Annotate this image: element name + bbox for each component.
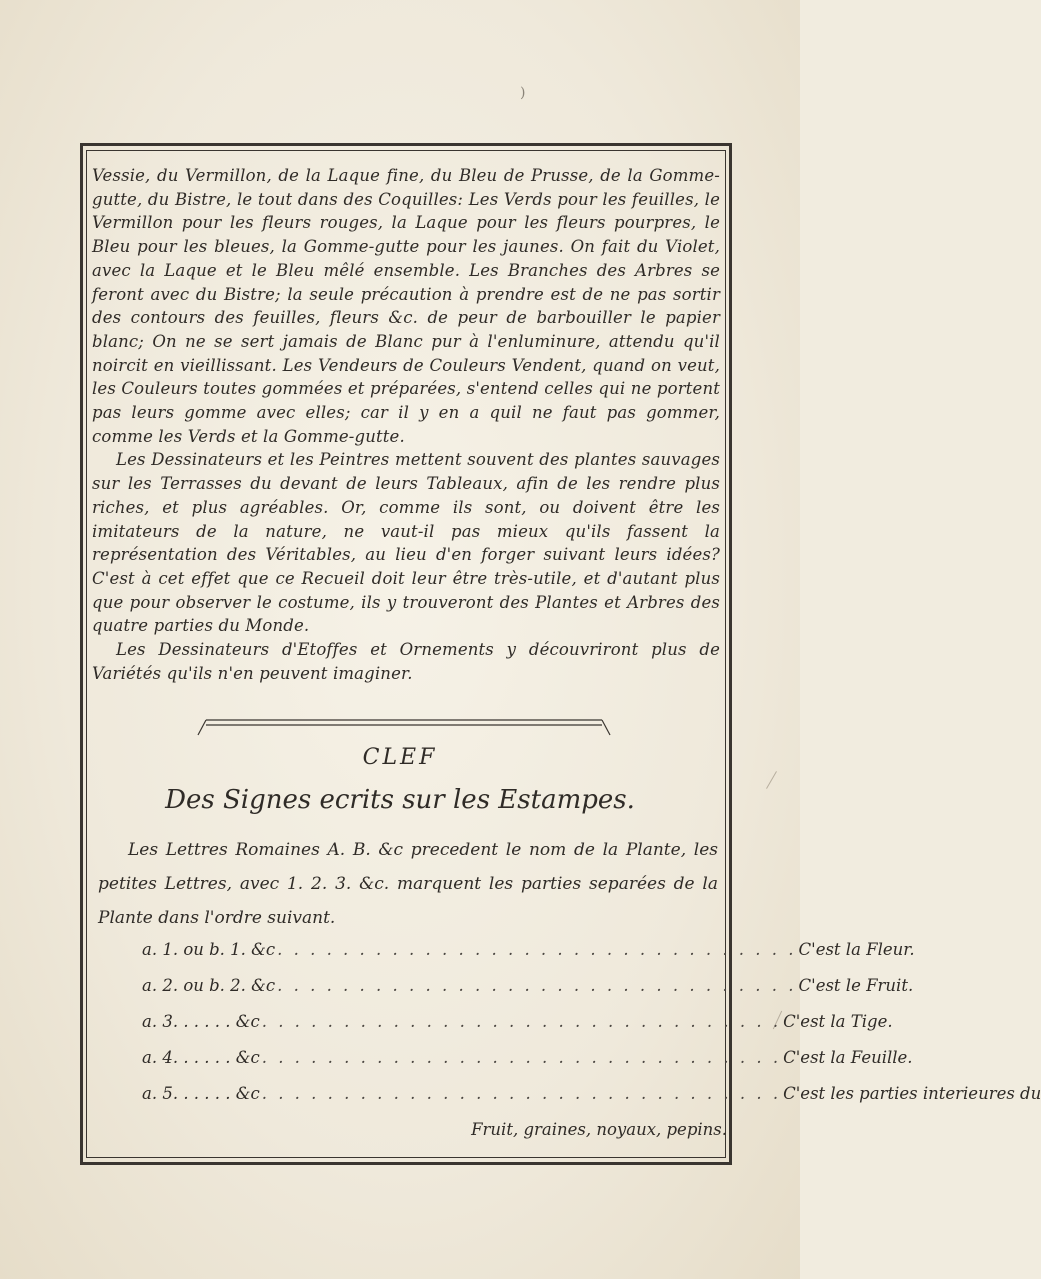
sign-meaning: C'est la Fleur. xyxy=(798,940,915,959)
paragraph-designers: Les Dessinateurs d'Etoffes et Ornements y découvriront plus de Variétés qu'ils n'en peuvent imaginer. xyxy=(92,640,720,683)
sign-key-row xyxy=(142,940,915,976)
sign-meaning-continuation: Fruit, graines, noyaux, pepins. xyxy=(471,1120,727,1139)
sign-code: a. 2. ou b. 2. &c xyxy=(142,976,276,995)
sign-key-row xyxy=(142,976,914,1012)
sign-meaning: C'est la Tige. xyxy=(783,1012,893,1031)
dot-leader: . . . . . . . . . . . . . . . . . . . . . . . . . . . . . . . . xyxy=(261,1012,782,1031)
sign-key-row xyxy=(142,1084,1041,1120)
body-text xyxy=(92,164,720,685)
clef-subtitle: Des Signes ecrits sur les Estampes. xyxy=(165,785,635,815)
clef-title: CLEF xyxy=(362,745,438,770)
sign-code: a. 5. . . . . . &c xyxy=(142,1084,260,1103)
sign-code: a. 1. ou b. 1. &c xyxy=(142,940,276,959)
clef-intro: Les Lettres Romaines A. B. &c precedent le nom de la Plante, les petites Lettres, avec 1. 2. 3. &c. marquent les parties separées de la Plante dans l'ordre suivant. xyxy=(98,840,718,928)
paragraph-painters: Les Dessinateurs et les Peintres mettent souvent des plantes sauvages sur les Terrasses du devant de leurs Tableaux, afin de les rendre plus riches, et plus agréables. Or, comme ils sont, ou doivent être les imitateurs de la nature, ne vaut-il pas mieux qu'ils fassent la représentation des Véritables, au lieu d'en forger suivant leurs idées? C'est à cet effet que ce Recueil doit leur être très-utile, et d'autant plus que pour observer le costume, ils y trouveront des Plantes et Arbres des quatre parties du Monde. xyxy=(92,450,720,636)
paragraph-materials: Vessie, du Vermillon, de la Laque fine, du Bleu de Prusse, de la Gomme-gutte, du Bistre, le tout dans des Coquilles: Les Verds pour les feuilles, le Vermillon pour les fleurs rouges, la Laque pour les fleurs pourpres, le Bleu pour les bleues, la Gomme-gutte pour les jaunes. On fait du Violet, avec la Laque et le Bleu mêlé ensemble. Les Branches des Arbres se feront avec du Bistre; la seule précaution à prendre est de ne pas sortir des contours des feuilles, fleurs &c. de peur de barbouiller le papier blanc; On ne se sert jamais de Blanc pur à l'enluminure, attendu qu'il noircit en vieillissant. Les Vendeurs de Couleurs Vendent, quand on veut, les Couleurs toutes gommées et préparées, s'entend celles qui ne portent pas leurs gomme avec elles; car il y en a quil ne faut pas gommer, comme les Verds et la Gomme-gutte. xyxy=(92,166,720,446)
sign-key-list xyxy=(142,940,1041,1156)
sign-key-row xyxy=(142,1012,893,1048)
sign-meaning: C'est les parties interieures du xyxy=(783,1084,1041,1103)
dot-leader: . . . . . . . . . . . . . . . . . . . . . . . . . . . . . . . . xyxy=(277,940,797,959)
dot-leader: . . . . . . . . . . . . . . . . . . . . . . . . . . . . . . . . xyxy=(261,1048,782,1067)
page-corner-mark: ) xyxy=(520,85,526,101)
sign-meaning: C'est la Feuille. xyxy=(783,1048,913,1067)
decorative-rule xyxy=(196,715,612,739)
sign-meaning: C'est le Fruit. xyxy=(798,976,914,995)
sign-key-row xyxy=(142,1048,913,1084)
dot-leader: . . . . . . . . . . . . . . . . . . . . . . . . . . . . . . . . xyxy=(277,976,797,995)
dot-leader: . . . . . . . . . . . . . . . . . . . . . . . . . . . . . . . . xyxy=(261,1084,782,1103)
sign-code: a. 4. . . . . . &c xyxy=(142,1048,260,1067)
sign-code: a. 3. . . . . . &c xyxy=(142,1012,260,1031)
